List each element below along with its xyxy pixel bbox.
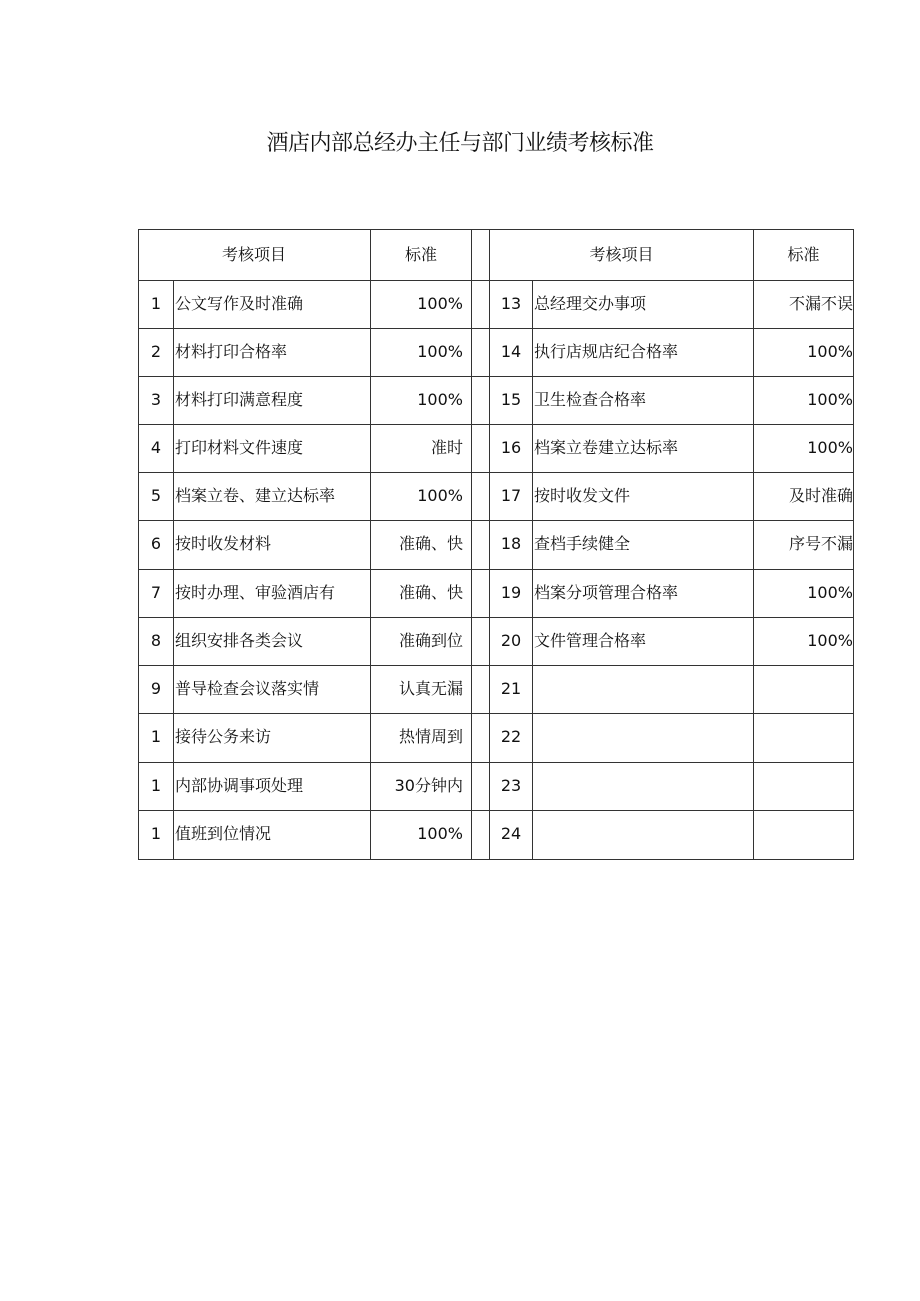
left-row-number: 1 [150, 727, 162, 746]
header-left-standard: 标准 [404, 245, 437, 264]
left-row-item: 公文写作及时准确 [175, 294, 304, 313]
left-row-number: 9 [150, 679, 162, 698]
page-title: 酒店内部总经办主任与部门业绩考核标准 [266, 131, 654, 156]
left-row-number: 1 [150, 824, 162, 843]
right-row-number: 13 [500, 294, 522, 313]
left-row-item: 值班到位情况 [175, 824, 272, 843]
left-row-standard: 100% [417, 824, 463, 843]
left-row-standard: 准时 [430, 438, 463, 457]
left-row-item: 按时办理、审验酒店有 [175, 583, 336, 602]
left-row-number: 7 [150, 583, 162, 602]
right-row-standard: 100% [807, 631, 853, 650]
left-row-number: 1 [150, 294, 162, 313]
left-row-standard: 100% [417, 342, 463, 361]
left-row-standard: 100% [417, 486, 463, 505]
right-row-item [533, 713, 753, 761]
left-row-number: 1 [150, 776, 162, 795]
right-row-number: 20 [500, 631, 522, 650]
right-row-standard: 100% [807, 438, 853, 457]
left-row-number: 4 [150, 438, 162, 457]
right-row-standard: 100% [807, 342, 853, 361]
right-row-item [533, 762, 753, 810]
left-row-number: 5 [150, 486, 162, 505]
right-row-number: 19 [500, 583, 522, 602]
right-row-number: 21 [500, 679, 522, 698]
right-row-standard [754, 713, 853, 761]
left-row-item: 内部协调事项处理 [175, 776, 304, 795]
right-row-item: 查档手续健全 [534, 534, 631, 553]
right-row-item [533, 810, 753, 858]
right-row-item: 总经理交办事项 [534, 294, 647, 313]
left-row-standard: 准确到位 [398, 631, 463, 650]
left-row-standard: 准确、快 [398, 534, 463, 553]
right-row-standard: 100% [807, 583, 853, 602]
left-row-item: 材料打印合格率 [175, 342, 288, 361]
left-row-standard: 100% [417, 390, 463, 409]
right-row-item: 档案立卷建立达标率 [534, 438, 679, 457]
left-row-number: 8 [150, 631, 162, 650]
left-row-standard: 准确、快 [398, 583, 463, 602]
right-row-number: 23 [500, 776, 522, 795]
right-row-item: 按时收发文件 [534, 486, 631, 505]
left-row-number: 3 [150, 390, 162, 409]
right-row-number: 24 [500, 824, 522, 843]
right-row-number: 18 [500, 534, 522, 553]
right-row-standard: 100% [807, 390, 853, 409]
right-row-number: 17 [500, 486, 522, 505]
header-right-item: 考核项目 [589, 245, 654, 264]
right-row-standard: 序号不漏 [788, 534, 853, 553]
right-row-number: 16 [500, 438, 522, 457]
right-row-standard: 不漏不误 [788, 294, 853, 313]
left-row-number: 6 [150, 534, 162, 553]
right-row-standard [754, 762, 853, 810]
left-row-standard: 100% [417, 294, 463, 313]
left-row-item: 按时收发材料 [175, 534, 272, 553]
right-row-number: 14 [500, 342, 522, 361]
left-row-item: 组织安排各类会议 [175, 631, 304, 650]
left-row-item: 接待公务来访 [175, 727, 272, 746]
left-row-item: 材料打印满意程度 [175, 390, 304, 409]
left-row-standard: 热情周到 [398, 727, 463, 746]
left-row-standard: 30分钟内 [394, 776, 463, 795]
right-row-item: 卫生检查合格率 [534, 390, 647, 409]
header-right-standard: 标准 [787, 245, 820, 264]
assessment-table [138, 229, 854, 860]
right-row-standard [754, 810, 853, 858]
right-row-number: 15 [500, 390, 522, 409]
left-row-number: 2 [150, 342, 162, 361]
right-row-standard: 及时准确 [788, 486, 853, 505]
right-row-standard [754, 665, 853, 713]
right-row-item [533, 665, 753, 713]
left-row-item: 打印材料文件速度 [175, 438, 304, 457]
right-row-number: 22 [500, 727, 522, 746]
right-row-item: 文件管理合格率 [534, 631, 647, 650]
right-row-item: 档案分项管理合格率 [534, 583, 679, 602]
left-row-standard: 认真无漏 [398, 679, 463, 698]
left-row-item: 普导检查会议落实情 [175, 679, 320, 698]
header-left-item: 考核项目 [221, 245, 286, 264]
left-row-item: 档案立卷、建立达标率 [175, 486, 336, 505]
right-row-item: 执行店规店纪合格率 [534, 342, 679, 361]
